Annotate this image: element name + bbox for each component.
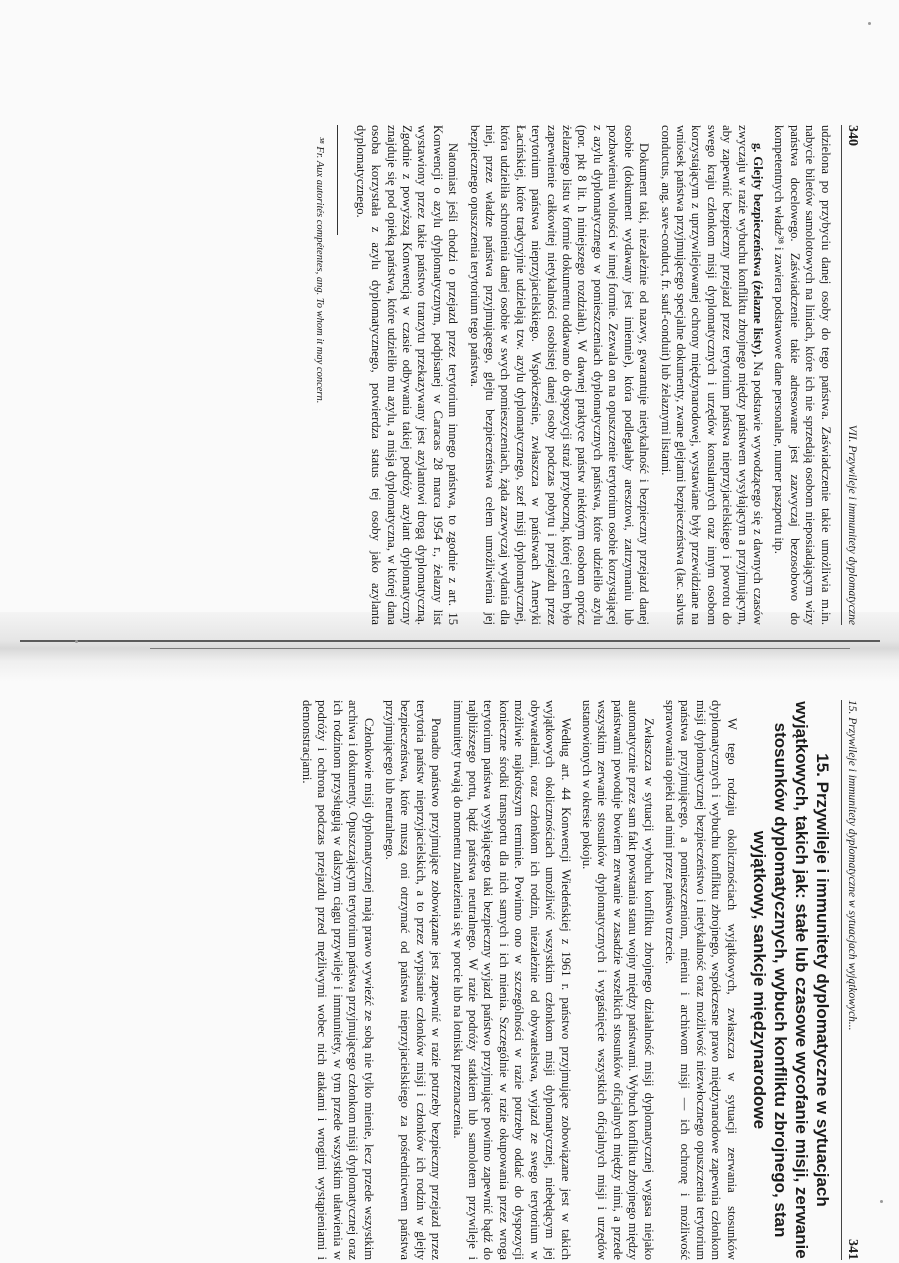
running-head-title: VII. Przywileje i immunitety dyplomatyczne [846, 424, 858, 625]
subsection-paragraph [657, 125, 765, 625]
binding-shadow-line [20, 640, 880, 642]
footnote-rule [337, 125, 338, 235]
scan-speck [75, 640, 78, 643]
body-paragraph: W tego rodzaju okolicznościach wyjątkowych, zwłaszcza w sytuacji zerwania stosunków dyplomatycznych i wybuchu konfliktu zbrojnego, współczesne prawo międzynarodowe zapewnia członkom misji dyplomatycznej bezpieczeństwo i nietykalność oraz możliwość niezwłocznego opuszczenia terytorium państwa przyjmującego, a pomieszczeniom, mieniu i archiwom misji — ich ochronę i możliwość sprawowania opieki nad nimi przez państwo trzecie. [662, 700, 739, 1260]
footnote: ³⁸ Fr. Aux autorités compétentes, ang. To whom it may concern. [313, 137, 325, 404]
body-paragraph: Zwłaszcza w sytuacji wybuchu konfliktu zbrojnego działalność misji dyplomatycznej wygasa niejako automatycznie przez sam fakt powstania stanu wojny między państwami. Wybuch konfliktu zbrojnego między państwami powoduje bowiem zerwanie w zasadzie wszelkich stosunków oficjalnych między nimi, a przede wszystkim zerwanie stosunków dyplomatycznych i wygaśnięcie wszystkich oficjalnych misji i urzędów ustanowionych w okresie pokoju. [579, 700, 656, 1260]
section-title: 15. Przywileje i immunitety dyplomatyczne w sytuacjach wyjątkowych, takich jak: stałe lub czasowe wycofanie misji, zerwanie stosunków dyplomatycznych, wybuch konfliktu zbrojnego, stan wyjątkowy, sankcje międzynarodowe [749, 701, 832, 1259]
scan-speck [880, 1200, 883, 1203]
body-paragraph: Według art. 44 Konwencji Wiedeńskiej z 1961 r. państwo przyjmujące zobowiązane jest w takich wyjątkowych okolicznościach umożliwić wszystkim członkom misji dyplomatycznej, niebędącym jej obywatelami, oraz członkom ich rodzin, niezależnie od obywatelstwa, wyjazd ze swego terytorium w możliwie najkrótszym terminie. Powinno ono w szczególności w razie potrzeby oddać do dyspozycji konieczne środki transportu dla nich samych i ich mienia. Szczególnie w razie okupowania przez wroga terytorium państwa wysyłającego taki bezpieczny wyjazd państwo przyjmujące powinno zapewnić bądź do najbliższego portu, bądź państwa neutralnego. W razie podróży statkiem lub samolotem przywileje i immunitety trwają do momentu znalezienia się w porcie lub na lotnisku przeznaczenia. [450, 700, 573, 1260]
scan-speck [868, 22, 871, 25]
body-paragraph: Dokument taki, niezależnie od nazwy, gwarantuje nietykalność i bezpieczny przejazd danej osobie (dokument wydawany jest imiennie), która podlegałaby aresztowi, zatrzymaniu lub pozbawieniu wolności w innej formie. Zezwala on na opuszczenie terytorium osobie korzystającej z azylu dyplomatycznego w pomieszczeniach dyplomatycznych państwa, które udzieliło azylu (por. pkt 8 lit. h niniejszego rozdziału). W dawnej praktyce państw niektórym osobom oprócz żelaznego listu w formie dokumentu oddawano do dyspozycji straż przybocznq, której celem było zapewnienie całkowitej nietykalności osobistej danej osoby podczas pobytu i przejazdu przez terytorium państwa nieprzyjacielskiego. Współcześnie, zwłaszcza w państwach Ameryki Łacińskiej, które tradycyjnie udzielają tzw. azylu dyplomatycznego, szef misji dyplomatycznej, która udzieliła schronienia danej osobie w swych pomieszczeniach, żąda zazwyczaj wydania dla niej, przez władze państwa przyjmującego, glejtu bezpieczeństwa celem umożliwienia jej bezpiecznego opuszczenia terytorium tego państwa. [467, 125, 652, 625]
page-341 [60, 700, 860, 1260]
page-number: 340 [845, 125, 860, 146]
running-head-title: 15. Przywileje i immunitety dyplomatyczne w sytuacjach wyjątkowych... [846, 700, 858, 1031]
running-header [841, 700, 860, 1260]
page-number: 341 [845, 1239, 860, 1260]
intro-paragraph: udzielona po przybyciu danej osoby do tego państwa. Zaświadczenie takie umożliwia m.in. nabycie biletów samolotowych na liniach, które ich nie sprzedają osobom nieposiadającym wizy państwa docelowego. Zaświadczenie takie adresowane jest zazwyczaj bezosobowo do kompetentnych władz³⁸ i zawiera podstawowe dane personalne, numer paszportu itp. [772, 125, 833, 625]
subsection-title: g. Glejty bezpieczeństwa (żelazne listy). [750, 143, 765, 358]
binding-shadow-line-thin [150, 648, 850, 649]
body-paragraph: Natomiast jeśli chodzi o przejazd przez terytorium innego państwa, to zgodnie z art. 15 Konwencji o azylu dyplomatycznym, podpisanej w Caracas 28 marca 1954 r., żelazny list wystawiony przez takie państwo tranzytu przekazywany jest azylantowi drogą dyplomatyczną. Zgodnie z powyższą Konwencją w czasie odbywania takiej podróży azylant dyplomatyczny znajduje się pod opieką państwa, które udzieliło mu azylu, a misja dyplomatyczna, w której dana osoba korzystała z azylu dyplomatycznego, potwierdza status tej osoby jako azylanta dyplomatycznego. [353, 125, 461, 625]
page-340 [80, 125, 860, 625]
running-header [841, 125, 860, 625]
subsection-text: Na podstawie wywodzącego się z dawnych czasów zwyczaju w razie wybuchu konfliktu zbrojnego między państwem wysyłającym a przyjmującym, aby zapewnić bezpieczny przejazd przez terytorium państwa nieprzyjacielskiego i powrotu do swego kraju członkom misji dyplomatycznych i urzędów konsularnych oraz innym osobom korzystającym z uprzywilejowanej ochrony międzynarodowej, wystawiane były przewidziane na wniosek państwa przyjmującego specjalne dokumenty, zwane glejtami bezpieczeństwa (łac. salvus conductus, ang. save-conduct, fr. sauf-conduit) lub żelaznymi listami. [658, 125, 765, 625]
body-paragraph: Ponadto państwo przyjmujące zobowiązane jest zapewnić w razie potrzeby bezpieczny przejazd przez terytoria państw nieprzyjacielskich, a to przez wypisanie członków misji i członków ich rodzin w glejty bezpieczeństwa, które muszą oni otrzymać od państwa nieprzyjacielskiego za pośrednictwem państwa przyjmującego lub neutralnego. [383, 700, 444, 1260]
body-paragraph: Członkowie misji dyplomatycznej mają prawo wywieźć ze sobą nie tylko mienie, lecz przede wszystkim archiwa i dokumenty. Opuszczającym terytorium państwa przyjmującego członkom misji dyplomatycznej oraz ich rodzinom przysługują w dalszym ciągu przywileje i immunitety, w tym przede wszystkim ułatwienia w podróży i ochrona podczas przejazdu przed mężliwymi wobec nich atakami i wrogimi wystąpieniami i demonstracjami. [300, 700, 376, 1260]
